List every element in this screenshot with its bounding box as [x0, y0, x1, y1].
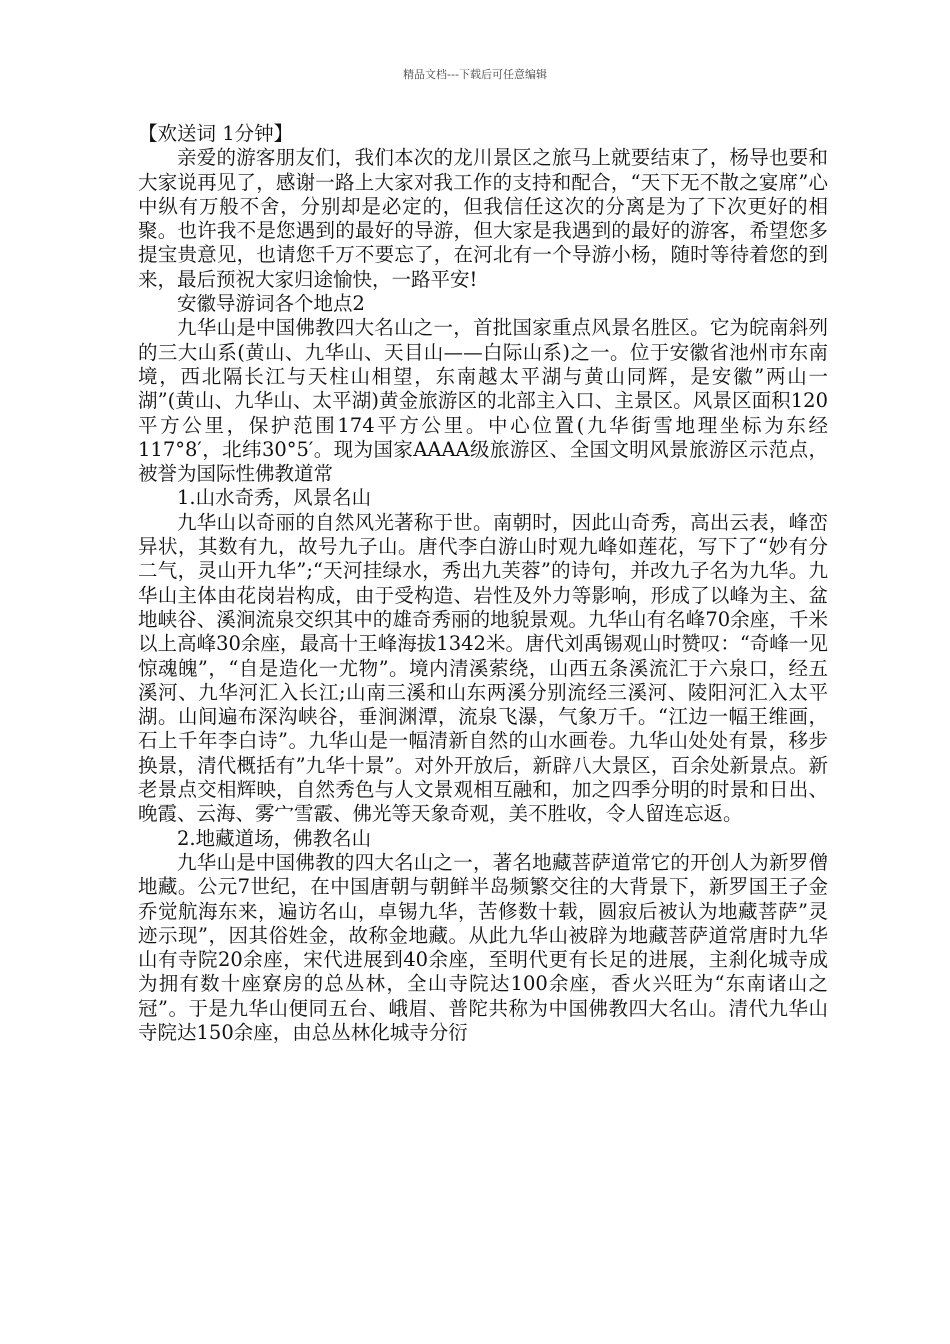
paragraph-buddhism: 九华山是中国佛教的四大名山之一，著名地藏菩萨道常它的开创人为新罗僧地藏。公元7世纪，在中国唐朝与朝鲜半岛频繁交往的大背景下，新罗国王子金乔觉航海东来，遍访名山，卓锡九华，苦修数十载，圆寂后被认为地藏菩萨”灵迹示现”，因其俗姓金，故称金地藏。从此九华山被辟为地藏菩萨道常唐时九华山有寺院20余座，宋代进展到40余座，至明代更有长足的进展，主刹化城寺成为拥有数十座寮房的总丛林，全山寺院达100余座，香火兴旺为“东南诸山之冠”。于是九华山便同五台、峨眉、普陀共称为中国佛教四大名山。清代九华山寺院达150余座，由总丛林化城寺分衍: [138, 850, 828, 1044]
paragraph-scenery: 九华山以奇丽的自然风光著称于世。南朝时，因此山奇秀，高出云表，峰峦异状，其数有九，故号九子山。唐代李白游山时观九峰如莲花，写下了“妙有分二气，灵山开九华”;“天河挂绿水，秀出九芙蓉”的诗句，并改九子名为九华。九华山主体由花岗岩构成，由于受构造、岩性及外力等影响，形成了以峰为主、盆地峡谷、溪涧流泉交织其中的雄奇秀丽的地貌景观。九华山有名峰70余座，千米以上高峰30余座，最高十王峰海拔1342米。唐代刘禹锡观山时赞叹：“奇峰一见惊魂魄”，“自是造化一尤物”。境内清溪萦绕，山西五条溪流汇于六泉口，经五溪河、九华河汇入长江;山南三溪和山东两溪分别流经三溪河、陵阳河汇入太平湖。山间遍布深沟峡谷，垂涧渊潭，流泉飞瀑，气象万千。“江边一幅王维画，石上千年李白诗”。九华山是一幅清新自然的山水画卷。九华山处处有景，移步换景，清代概括有”九华十景”。对外开放后，新辟八大景区，百余处新景点。新老景点交相辉映，自然秀色与人文景观相互融和，加之四季分明的时景和日出、晚霞、云海、雾宀雪霰、佛光等天象奇观，美不胜收，令人留连忘返。: [138, 510, 828, 826]
paragraph-jiuhua-intro: 九华山是中国佛教四大名山之一，首批国家重点风景名胜区。它为皖南斜列的三大山系(黄山、九华山、天目山——白际山系)之一。位于安徽省池州市东南境，西北隔长江与天柱山相望，东南越太平湖与黄山同辉，是安徽”两山一湖”(黄山、九华山、太平湖)黄金旅游区的北部主入口、主景区。风景区面积120平方公里，保护范围174平方公里。中心位置(九华街雪地理坐标为东经117°8′，北纬30°5′。现为国家AAAA级旅游区、全国文明风景旅游区示范点，被誉为国际性佛教道常: [138, 316, 828, 486]
page-header: 精品文档---下载后可任意编辑: [403, 68, 547, 81]
paragraph-farewell: 亲爱的游客朋友们，我们本次的龙川景区之旅马上就要结束了，杨导也要和大家说再见了，感谢一路上大家对我工作的支持和配合，“天下无不散之宴席”心中纵有万般不舍，分别却是必定的，但我信任这次的分离是为了下次更好的相聚。也许我不是您遇到的最好的导游，但大家是我遇到的最好的游客，希望您多提宝贵意见，也请您千万不要忘了，在河北有一个导游小杨，随时等待着您的到来，最后预祝大家归途愉快，一路平安!: [138, 146, 828, 291]
document-body: [138, 122, 828, 1045]
subheading-buddhism: 2.地藏道场，佛教名山: [177, 826, 372, 850]
subheading-scenery: 1.山水奇秀，风景名山: [177, 486, 372, 510]
section-title-farewell: 【欢送词 1分钟】: [138, 122, 294, 145]
section-title-anhui: 安徽导游词各个地点2: [177, 292, 365, 316]
